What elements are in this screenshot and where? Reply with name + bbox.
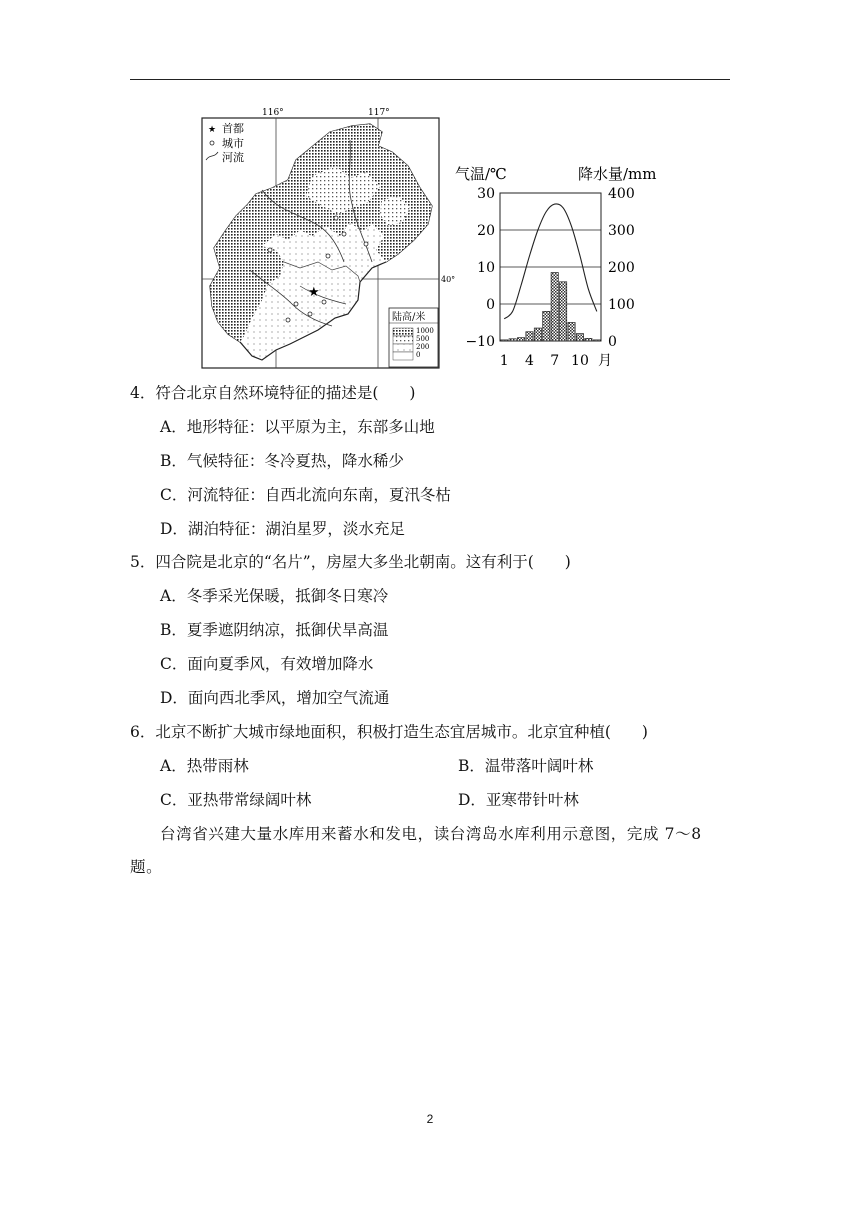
lat-label-40: 40° bbox=[441, 275, 456, 284]
legend-city-icon bbox=[210, 141, 214, 145]
figure-area bbox=[0, 0, 860, 380]
month-tick-label: 10 bbox=[571, 353, 589, 369]
page-number: 2 bbox=[426, 1112, 434, 1126]
city-marker bbox=[286, 318, 290, 322]
temperature-tick-label: −10 bbox=[465, 334, 495, 350]
elev-swatch-200 bbox=[393, 344, 413, 352]
legend-river-label: 河流 bbox=[222, 151, 244, 164]
climate-chart bbox=[455, 165, 657, 369]
precipitation-tick-label: 200 bbox=[608, 260, 635, 276]
city-marker bbox=[326, 254, 330, 258]
legend-star-icon: ★ bbox=[208, 125, 217, 135]
city-marker bbox=[308, 312, 312, 316]
legend-city-label: 城市 bbox=[222, 137, 244, 150]
precipitation-axis-title: 降水量/mm bbox=[578, 165, 657, 183]
x-unit-label: 月 bbox=[598, 353, 612, 369]
precipitation-tick-label: 0 bbox=[608, 334, 617, 350]
precipitation-bar bbox=[509, 339, 516, 341]
precipitation-bar bbox=[593, 340, 600, 341]
question-5-option-d[interactable]: D．面向西北季风，增加空气流通 bbox=[160, 689, 390, 707]
precipitation-bar bbox=[585, 338, 592, 341]
month-tick-label: 1 bbox=[499, 353, 509, 369]
precipitation-bar bbox=[543, 311, 550, 341]
month-tick-label: 7 bbox=[550, 353, 560, 369]
elev-swatch-500 bbox=[393, 336, 413, 344]
temperature-tick-label: 20 bbox=[477, 223, 495, 239]
city-marker bbox=[268, 248, 272, 252]
precipitation-tick-label: 300 bbox=[608, 223, 635, 239]
passage-intro: 台湾省兴建大量水库用来蓄水和发电，读台湾岛水库利用示意图，完成 7～8 题。 bbox=[130, 825, 702, 876]
question-4-stem: 4．符合北京自然环境特征的描述是( ) bbox=[130, 384, 416, 402]
legend-capital-label: 首都 bbox=[222, 122, 244, 135]
precipitation-bar bbox=[534, 328, 541, 341]
precipitation-bar bbox=[576, 334, 583, 341]
city-marker bbox=[334, 216, 338, 220]
elev-label-1000: 1000 bbox=[416, 327, 434, 335]
elevation-legend-title: 陆高/米 bbox=[392, 312, 426, 323]
precipitation-tick-label: 400 bbox=[608, 186, 635, 202]
elev-label-0: 0 bbox=[416, 351, 421, 359]
question-6-option-c[interactable]: C．亚热带常绿阔叶林 bbox=[160, 791, 312, 809]
question-6-option-d[interactable]: D．亚寒带针叶林 bbox=[458, 791, 579, 809]
precipitation-tick-label: 100 bbox=[608, 297, 635, 313]
question-5-stem: 5．四合院是北京的“名片”，房屋大多坐北朝南。这有利于( ) bbox=[130, 553, 571, 571]
question-5-option-a[interactable]: A．冬季采光保暖，抵御冬日寒冷 bbox=[160, 587, 389, 605]
precipitation-bar bbox=[526, 332, 533, 341]
precipitation-bar bbox=[517, 338, 524, 341]
question-4-option-a[interactable]: A．地形特征：以平原为主，东部多山地 bbox=[160, 418, 435, 436]
elev-swatch-0 bbox=[393, 352, 413, 360]
elev-swatch-1000 bbox=[393, 328, 413, 336]
elev-label-500: 500 bbox=[416, 335, 430, 343]
temperature-tick-label: 0 bbox=[486, 297, 495, 313]
city-marker bbox=[294, 302, 298, 306]
temperature-curve bbox=[504, 204, 597, 319]
question-6-stem: 6．北京不断扩大城市绿地面积，积极打造生态宜居城市。北京宜种植( ) bbox=[130, 723, 648, 741]
elev-label-200: 200 bbox=[416, 343, 430, 351]
question-6-option-a[interactable]: A．热带雨林 bbox=[160, 757, 249, 775]
temperature-tick-label: 10 bbox=[477, 260, 495, 276]
beijing-map bbox=[202, 108, 455, 368]
question-6-option-b[interactable]: B．温带落叶阔叶林 bbox=[458, 757, 594, 775]
capital-star-icon: ★ bbox=[308, 285, 320, 300]
question-4-option-b[interactable]: B．气候特征：冬冷夏热，降水稀少 bbox=[160, 452, 404, 470]
temperature-axis-title: 气温/℃ bbox=[455, 165, 507, 183]
city-marker bbox=[364, 242, 368, 246]
city-marker bbox=[322, 300, 326, 304]
lon-label-116: 116° bbox=[262, 108, 284, 118]
question-5-option-b[interactable]: B．夏季遮阴纳凉，抵御伏旱高温 bbox=[160, 621, 389, 639]
precipitation-bar bbox=[501, 340, 508, 341]
precipitation-bar bbox=[551, 273, 558, 341]
precipitation-bar bbox=[568, 323, 575, 342]
question-5-option-c[interactable]: C．面向夏季风，有效增加降水 bbox=[160, 655, 374, 673]
question-4-option-d[interactable]: D．湖泊特征：湖泊星罗，淡水充足 bbox=[160, 520, 405, 538]
question-4-option-c[interactable]: C．河流特征：自西北流向东南，夏汛冬枯 bbox=[160, 486, 451, 504]
temperature-tick-label: 30 bbox=[477, 186, 495, 202]
precipitation-bar bbox=[560, 282, 567, 341]
city-marker bbox=[342, 232, 346, 236]
lon-label-117: 117° bbox=[368, 108, 390, 118]
month-tick-label: 4 bbox=[524, 353, 534, 369]
